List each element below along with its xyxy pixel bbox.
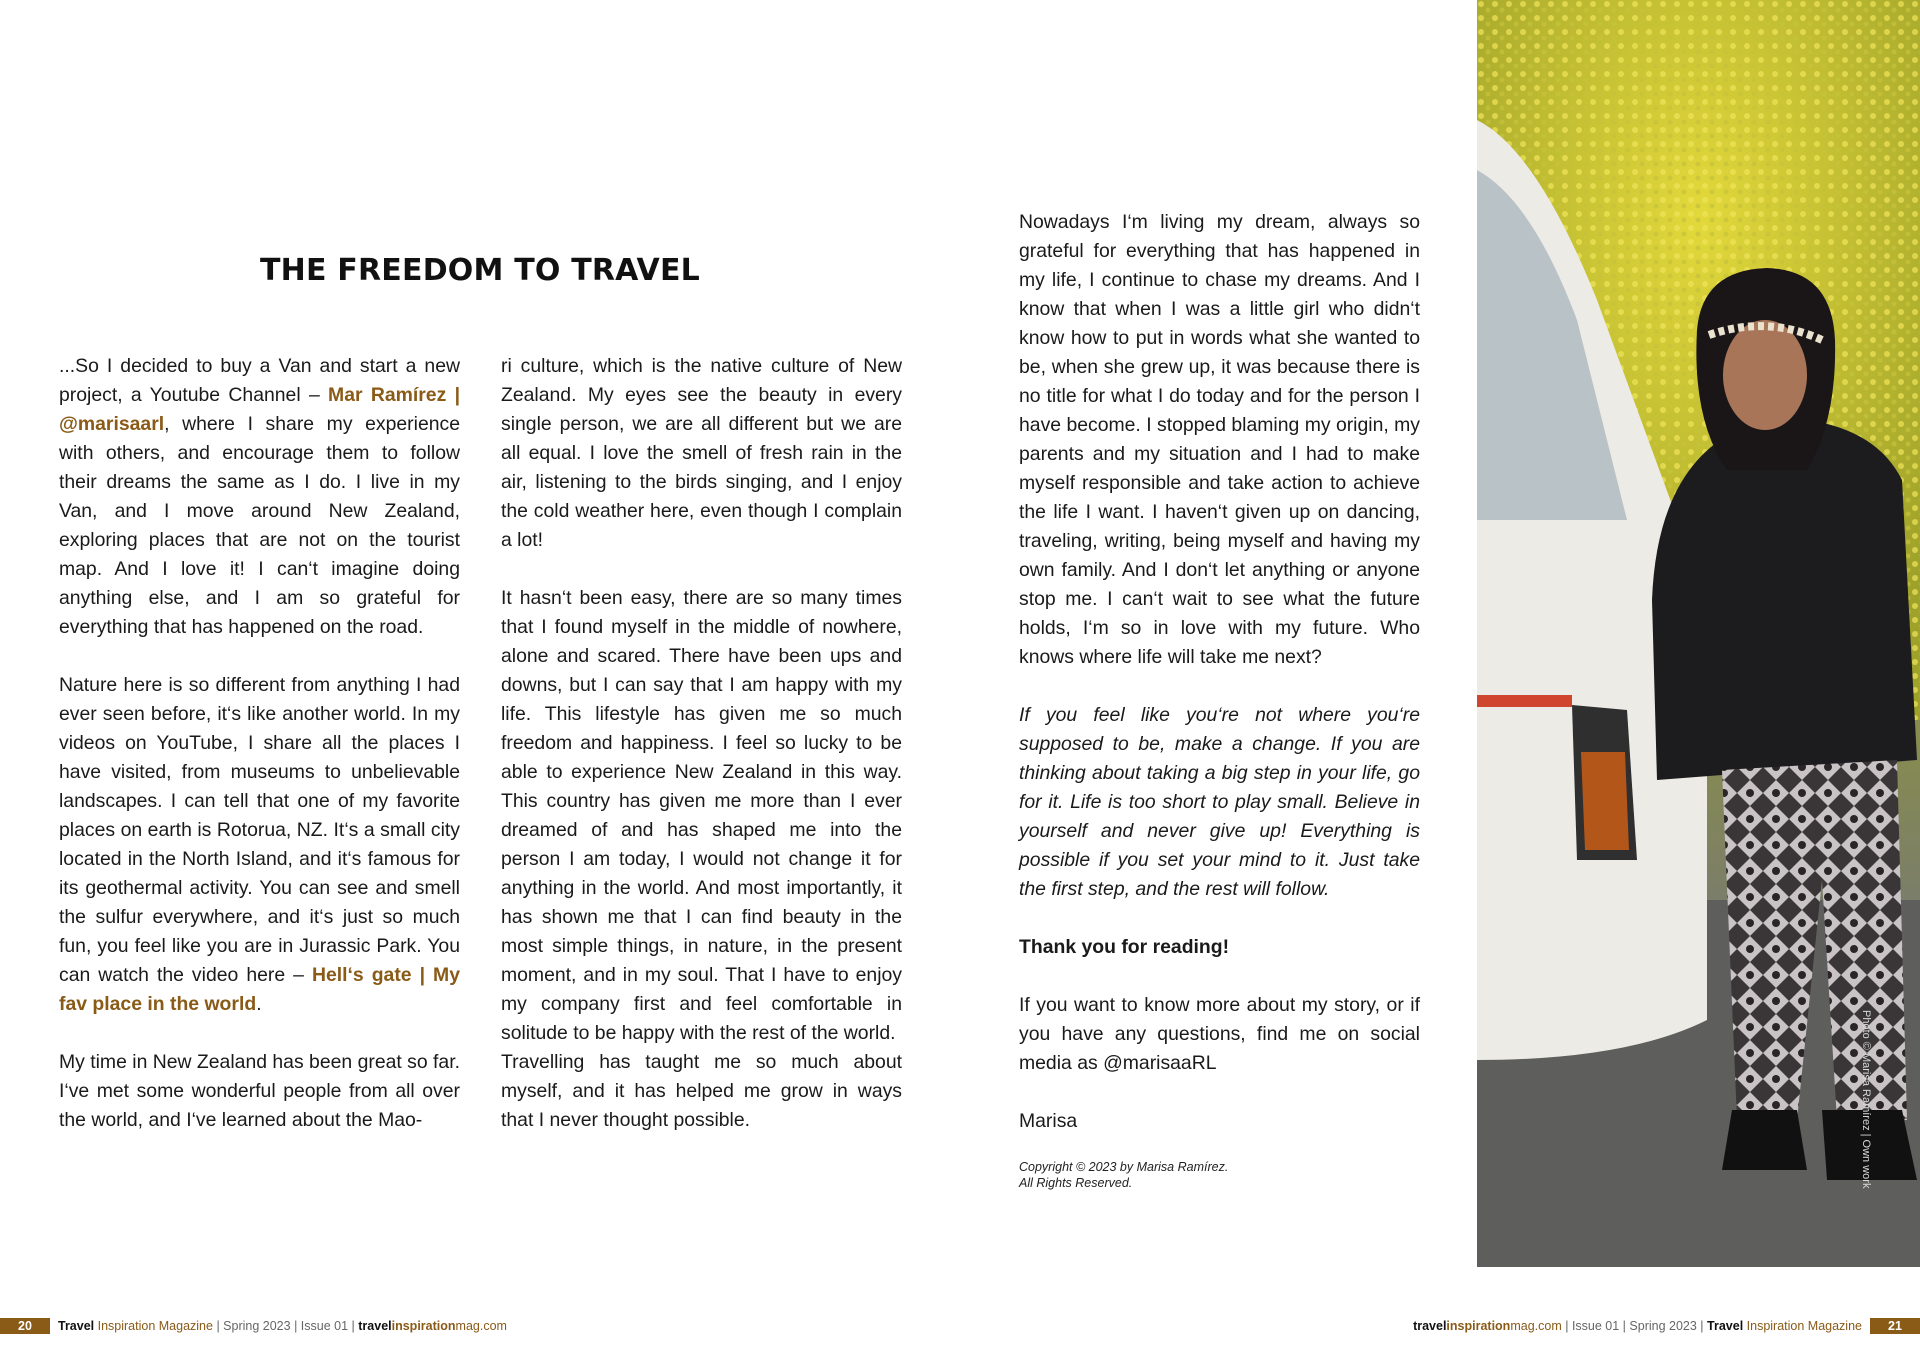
paragraph-text: .	[256, 993, 262, 1015]
url-part[interactable]: inspiration	[391, 1319, 456, 1333]
copyright-notice	[1019, 1159, 1420, 1191]
url-part[interactable]: inspiration	[1446, 1319, 1511, 1333]
magazine-name-rest: Inspiration Magazine	[94, 1319, 213, 1333]
quote-paragraph: If you feel like you‘re not where you‘re supposed to be, make a change. If you are thinking about taking a big step in your life, go for it. Life is too short to play small. Believe in yourself and never give up! Everything is possible if you set your mind to it. Just take the first step, and the rest will follow.	[1019, 704, 1420, 900]
url-part[interactable]: mag.com	[1510, 1319, 1562, 1333]
youtube-channel-link[interactable]: Mar Ramírez | @marisaarl	[59, 384, 461, 435]
magazine-name-travel: Travel	[58, 1319, 95, 1333]
paragraph: My time in New Zealand has been great so far. I‘ve met some wonderful people from all over the world, and I‘ve learned about the Mao-	[59, 1051, 460, 1131]
paragraph: Nowadays I‘m living my dream, always so grateful for everything that has happened in my life, I continue to chase my dreams. And I know that when I was a little girl who didn‘t know how to put in words what she wanted to be, when she grew up, it was because there is no title for what I do today and for the person I have become. I stopped blaming my origin, my parents and my situation and I had to make myself responsible and take action to achieve the life I want. I haven‘t given up on dancing, traveling, writing, being myself and having my own family. And I don‘t let anything or anyone stop me. I can‘t wait to see what the future holds, I‘m so in love with my future. Who knows where life will take me next?	[1019, 211, 1420, 668]
paragraph: It hasn‘t been easy, there are so many times that I found myself in the middle of nowhere, alone and scared. There have been ups and downs, but I can say that I am happy with my life. This lifestyle has given me so much freedom and happiness. I feel so lucky to be able to experience New Zealand in this way. This country has given me more than I ever dreamed of and has shaped me into the person I am today, I would not change it for anything in the world. And most importantly, it has shown me that I can find beauty in the most simple things, in nature, in the present moment, and in my soul. That I have to enjoy my company first and feel comfortable in solitude to be happy with the rest of the world.	[501, 587, 902, 1044]
paragraph: ri culture, which is the native culture of New Zealand. My eyes see the beauty in every single person, we are all different but we are all equal. I love the smell of fresh rain in the air, listening to the birds singing, and I enjoy the cold weather here, even though I complain a lot!	[501, 355, 902, 551]
url-part[interactable]: travel	[1413, 1319, 1447, 1333]
season-label: Spring 2023	[223, 1319, 291, 1333]
thank-you-line: Thank you for reading!	[1019, 936, 1230, 958]
page-number-right: 21	[1870, 1318, 1920, 1334]
photo-illustration	[1477, 0, 1920, 1267]
magazine-name-travel: Travel	[1707, 1319, 1744, 1333]
paragraph: Travelling has taught me so much about myself, and it has helped me grow in ways that I never thought possible.	[501, 1051, 902, 1131]
page-number-left: 20	[0, 1318, 50, 1334]
separator: |	[290, 1319, 301, 1333]
issue-label: Issue 01	[1571, 1319, 1620, 1333]
separator: |	[1619, 1319, 1630, 1333]
separator: |	[1696, 1319, 1708, 1333]
paragraph	[59, 352, 460, 642]
footer-info-left	[50, 1318, 515, 1334]
article-column-2	[501, 352, 902, 1135]
season-label: Spring 2023	[1629, 1319, 1697, 1333]
article-column-3	[1019, 208, 1420, 1136]
paragraph-text: Nature here is so different from anything I had ever seen before, it‘s like another world. In my videos on YouTube, I share all the places I have visited, from museums to unbelievable landscapes. I can tell that one of my favorite places on earth is Rotorua, NZ. It‘s a small city located in the North Island, and it‘s famous for its geothermal activity. You can see and smell the sulfur everywhere, and it‘s just so much fun, you feel like you are in Jurassic Park. You can watch the video here –	[59, 674, 460, 986]
separator: |	[1561, 1319, 1572, 1333]
issue-label: Issue 01	[300, 1319, 349, 1333]
paragraph	[59, 671, 460, 1019]
signature-name: Marisa	[1019, 1110, 1078, 1132]
portrait-photo	[1477, 0, 1920, 1267]
separator: |	[348, 1319, 359, 1333]
paragraph-text: , where I share my experience with others, and encourage them to follow their dreams the same as I do. I live in my Van, and I move around New Zealand, exploring places that are not on the tourist map. And I love it! I can‘t imagine doing anything else, and I am so grateful for everything that has happened on the road.	[59, 413, 460, 638]
copyright-line: All Rights Reserved.	[1019, 1176, 1133, 1190]
video-link[interactable]: Hell‘s gate | My fav place in the world	[59, 964, 460, 1015]
article-title: THE FREEDOM TO TRAVEL	[260, 253, 700, 288]
footer-info-right	[1405, 1318, 1870, 1334]
magazine-name-rest: Inspiration Magazine	[1743, 1319, 1862, 1333]
paragraph: If you want to know more about my story, or if you have any questions, find me on social media as @marisaaRL	[1019, 994, 1420, 1074]
footer-right	[1405, 1318, 1920, 1334]
url-part[interactable]: mag.com	[455, 1319, 507, 1333]
copyright-line: Copyright © 2023 by Marisa Ramírez.	[1019, 1160, 1229, 1174]
footer-left	[0, 1318, 515, 1334]
photo-credit: Photo © Marisa Ramírez | Own work	[1860, 1010, 1872, 1189]
article-column-1	[59, 352, 460, 1135]
paragraph-text: ...So I decided to buy a Van and start a new project, a Youtube Channel –	[59, 355, 460, 406]
url-part[interactable]: travel	[358, 1319, 392, 1333]
separator: |	[212, 1319, 224, 1333]
